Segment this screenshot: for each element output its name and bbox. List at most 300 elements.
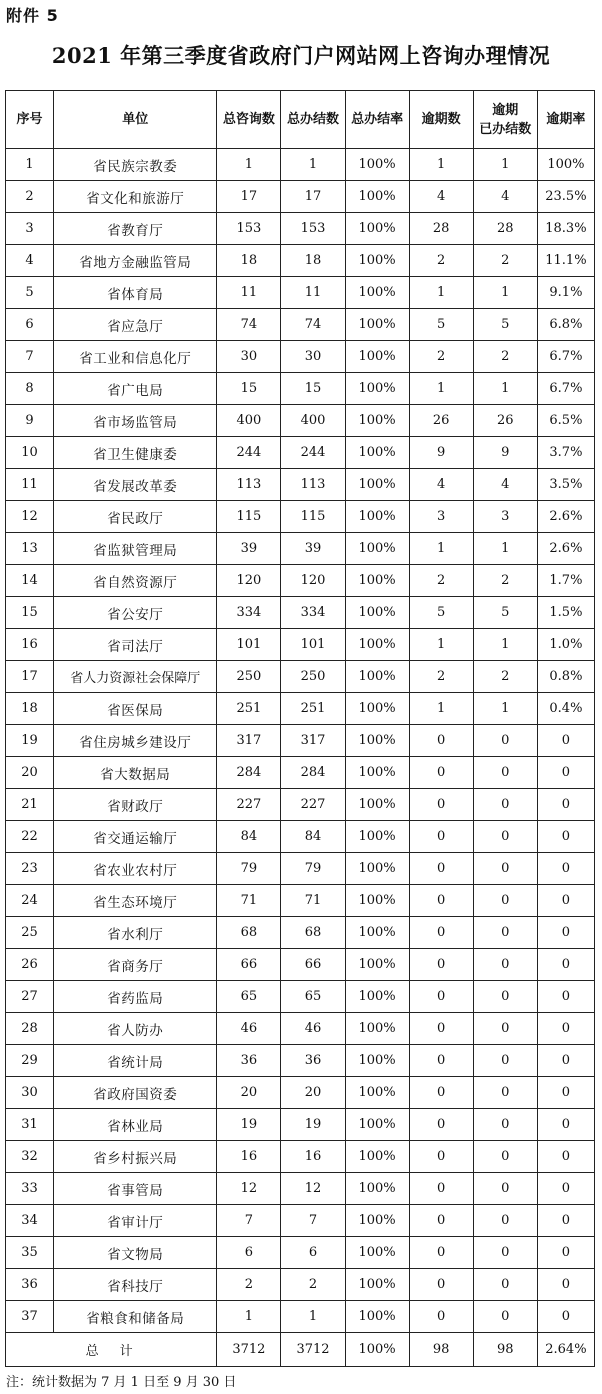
cell-completion-rate: 100% [345,309,409,341]
cell-overdue-count: 5 [409,309,473,341]
total-inquiries: 3712 [217,1333,281,1367]
cell-unit: 省财政厅 [54,789,217,821]
cell-total-completed: 39 [281,533,345,565]
cell-overdue-rate: 6.8% [537,309,594,341]
cell-total-completed: 113 [281,469,345,501]
cell-overdue-count: 0 [409,885,473,917]
cell-total-completed: 400 [281,405,345,437]
cell-completion-rate: 100% [345,1301,409,1333]
cell-overdue-count: 0 [409,1205,473,1237]
table-row [6,821,595,853]
cell-index: 14 [6,565,54,597]
cell-total-inquiries: 15 [217,373,281,405]
cell-total-completed: 17 [281,181,345,213]
cell-index: 17 [6,661,54,693]
cell-overdue-count: 4 [409,469,473,501]
cell-overdue-count: 0 [409,1045,473,1077]
cell-completion-rate: 100% [345,1013,409,1045]
cell-completion-rate: 100% [345,725,409,757]
cell-overdue-completed: 28 [473,213,537,245]
cell-overdue-count: 2 [409,565,473,597]
cell-unit: 省事管局 [54,1173,217,1205]
cell-overdue-count: 4 [409,181,473,213]
table-row [6,469,595,501]
cell-total-completed: 1 [281,1301,345,1333]
cell-unit: 省农业农村厅 [54,853,217,885]
cell-unit: 省药监局 [54,981,217,1013]
cell-total-completed: 2 [281,1269,345,1301]
table-row [6,213,595,245]
cell-index: 16 [6,629,54,661]
cell-total-completed: 65 [281,981,345,1013]
cell-unit: 省水利厅 [54,917,217,949]
cell-overdue-completed: 0 [473,1013,537,1045]
cell-unit: 省大数据局 [54,757,217,789]
cell-overdue-count: 2 [409,245,473,277]
cell-overdue-rate: 0 [537,1205,594,1237]
cell-overdue-count: 0 [409,1269,473,1301]
cell-overdue-rate: 0 [537,1013,594,1045]
total-completed: 3712 [281,1333,345,1367]
cell-total-inquiries: 244 [217,437,281,469]
cell-overdue-count: 26 [409,405,473,437]
cell-index: 12 [6,501,54,533]
cell-total-inquiries: 2 [217,1269,281,1301]
cell-overdue-rate: 11.1% [537,245,594,277]
cell-total-completed: 6 [281,1237,345,1269]
cell-unit: 省教育厅 [54,213,217,245]
cell-total-inquiries: 68 [217,917,281,949]
cell-completion-rate: 100% [345,853,409,885]
table-row [6,309,595,341]
cell-overdue-count: 0 [409,917,473,949]
cell-unit: 省公安厅 [54,597,217,629]
cell-index: 29 [6,1045,54,1077]
table-row [6,1077,595,1109]
cell-completion-rate: 100% [345,917,409,949]
cell-total-completed: 250 [281,661,345,693]
cell-total-completed: 251 [281,693,345,725]
cell-total-completed: 18 [281,245,345,277]
cell-overdue-count: 0 [409,757,473,789]
cell-total-inquiries: 120 [217,565,281,597]
cell-overdue-rate: 2.6% [537,501,594,533]
cell-overdue-rate: 3.7% [537,437,594,469]
cell-total-inquiries: 227 [217,789,281,821]
attachment-label: 附件 5 [6,6,59,25]
cell-overdue-count: 0 [409,789,473,821]
cell-total-inquiries: 39 [217,533,281,565]
cell-unit: 省政府国资委 [54,1077,217,1109]
table-row [6,1173,595,1205]
cell-unit: 省体育局 [54,277,217,309]
cell-completion-rate: 100% [345,1141,409,1173]
cell-total-inquiries: 74 [217,309,281,341]
cell-overdue-completed: 0 [473,1109,537,1141]
cell-index: 25 [6,917,54,949]
cell-unit: 省广电局 [54,373,217,405]
table-row [6,1205,595,1237]
cell-overdue-rate: 23.5% [537,181,594,213]
table-row [6,949,595,981]
cell-completion-rate: 100% [345,1045,409,1077]
cell-unit: 省卫生健康委 [54,437,217,469]
cell-overdue-completed: 0 [473,981,537,1013]
cell-overdue-rate: 0 [537,1173,594,1205]
table-row [6,277,595,309]
cell-overdue-completed: 0 [473,917,537,949]
cell-index: 36 [6,1269,54,1301]
cell-unit: 省住房城乡建设厅 [54,725,217,757]
cell-overdue-count: 0 [409,1173,473,1205]
table-row [6,629,595,661]
cell-index: 27 [6,981,54,1013]
cell-overdue-completed: 2 [473,341,537,373]
cell-overdue-completed: 0 [473,789,537,821]
cell-index: 15 [6,597,54,629]
cell-overdue-rate: 6.5% [537,405,594,437]
cell-overdue-rate: 6.7% [537,373,594,405]
cell-overdue-rate: 0 [537,853,594,885]
table-row [6,1301,595,1333]
cell-completion-rate: 100% [345,885,409,917]
cell-overdue-count: 1 [409,693,473,725]
cell-overdue-completed: 1 [473,693,537,725]
total-overdue-completed: 98 [473,1333,537,1367]
cell-overdue-rate: 0 [537,821,594,853]
cell-unit: 省发展改革委 [54,469,217,501]
cell-completion-rate: 100% [345,757,409,789]
cell-overdue-completed: 0 [473,1301,537,1333]
cell-overdue-count: 1 [409,373,473,405]
cell-total-completed: 11 [281,277,345,309]
cell-index: 13 [6,533,54,565]
cell-overdue-rate: 1.5% [537,597,594,629]
cell-overdue-completed: 1 [473,373,537,405]
cell-index: 35 [6,1237,54,1269]
cell-overdue-completed: 1 [473,277,537,309]
table-row [6,725,595,757]
cell-overdue-count: 1 [409,533,473,565]
cell-unit: 省乡村振兴局 [54,1141,217,1173]
cell-unit: 省医保局 [54,693,217,725]
cell-total-inquiries: 317 [217,725,281,757]
cell-overdue-completed: 1 [473,149,537,181]
cell-index: 7 [6,341,54,373]
cell-total-inquiries: 11 [217,277,281,309]
table-row [6,597,595,629]
cell-unit: 省人防办 [54,1013,217,1045]
cell-total-inquiries: 18 [217,245,281,277]
table-row [6,757,595,789]
table-row [6,661,595,693]
cell-index: 24 [6,885,54,917]
consultation-table [5,90,595,1367]
cell-overdue-rate: 100% [537,149,594,181]
cell-completion-rate: 100% [345,533,409,565]
cell-overdue-completed: 0 [473,757,537,789]
cell-overdue-completed: 9 [473,437,537,469]
cell-index: 32 [6,1141,54,1173]
cell-index: 28 [6,1013,54,1045]
cell-total-inquiries: 1 [217,149,281,181]
cell-index: 3 [6,213,54,245]
cell-unit: 省市场监管局 [54,405,217,437]
cell-total-inquiries: 16 [217,1141,281,1173]
cell-completion-rate: 100% [345,437,409,469]
cell-overdue-completed: 0 [473,949,537,981]
cell-overdue-completed: 4 [473,181,537,213]
cell-unit: 省司法厅 [54,629,217,661]
cell-overdue-completed: 0 [473,1141,537,1173]
cell-overdue-count: 5 [409,597,473,629]
cell-total-inquiries: 17 [217,181,281,213]
cell-overdue-count: 0 [409,1077,473,1109]
cell-completion-rate: 100% [345,789,409,821]
table-row [6,981,595,1013]
cell-overdue-rate: 3.5% [537,469,594,501]
cell-total-completed: 115 [281,501,345,533]
cell-total-inquiries: 115 [217,501,281,533]
cell-overdue-count: 0 [409,853,473,885]
cell-completion-rate: 100% [345,501,409,533]
total-overdue-rate: 2.64% [537,1333,594,1367]
cell-overdue-completed: 1 [473,629,537,661]
cell-total-inquiries: 153 [217,213,281,245]
cell-index: 1 [6,149,54,181]
table-row [6,245,595,277]
cell-overdue-rate: 0.4% [537,693,594,725]
total-completion-rate: 100% [345,1333,409,1367]
total-overdue-count: 98 [409,1333,473,1367]
table-row [6,149,595,181]
cell-unit: 省应急厅 [54,309,217,341]
table-row [6,853,595,885]
cell-overdue-count: 28 [409,213,473,245]
cell-completion-rate: 100% [345,661,409,693]
cell-overdue-count: 3 [409,501,473,533]
cell-completion-rate: 100% [345,1237,409,1269]
cell-overdue-completed: 5 [473,597,537,629]
cell-unit: 省工业和信息化厅 [54,341,217,373]
table-total-row [6,1333,595,1367]
cell-total-inquiries: 84 [217,821,281,853]
cell-overdue-rate: 18.3% [537,213,594,245]
cell-overdue-completed: 3 [473,501,537,533]
table-row [6,341,595,373]
cell-unit: 省粮食和储备局 [54,1301,217,1333]
cell-total-inquiries: 250 [217,661,281,693]
cell-overdue-rate: 1.7% [537,565,594,597]
cell-completion-rate: 100% [345,373,409,405]
table-row [6,789,595,821]
table-row [6,917,595,949]
cell-overdue-completed: 2 [473,661,537,693]
cell-total-completed: 284 [281,757,345,789]
cell-index: 10 [6,437,54,469]
cell-unit: 省监狱管理局 [54,533,217,565]
cell-overdue-count: 9 [409,437,473,469]
table-row [6,533,595,565]
cell-completion-rate: 100% [345,693,409,725]
cell-total-inquiries: 30 [217,341,281,373]
cell-total-completed: 74 [281,309,345,341]
cell-unit: 省生态环境厅 [54,885,217,917]
cell-overdue-rate: 0 [537,789,594,821]
cell-total-inquiries: 251 [217,693,281,725]
cell-unit: 省文物局 [54,1237,217,1269]
cell-unit: 省统计局 [54,1045,217,1077]
header-overdue-count: 逾期数 [409,91,473,149]
cell-total-completed: 120 [281,565,345,597]
cell-completion-rate: 100% [345,1109,409,1141]
cell-total-inquiries: 12 [217,1173,281,1205]
cell-total-completed: 79 [281,853,345,885]
cell-unit: 省自然资源厅 [54,565,217,597]
cell-index: 11 [6,469,54,501]
header-unit: 单位 [54,91,217,149]
table-row [6,1269,595,1301]
cell-overdue-rate: 0 [537,917,594,949]
header-total-inquiries: 总咨询数 [217,91,281,149]
cell-overdue-completed: 2 [473,565,537,597]
table-row [6,373,595,405]
cell-total-completed: 227 [281,789,345,821]
cell-completion-rate: 100% [345,149,409,181]
total-label: 总 计 [6,1333,217,1367]
cell-overdue-rate: 9.1% [537,277,594,309]
cell-overdue-rate: 0 [537,757,594,789]
cell-overdue-completed: 1 [473,533,537,565]
cell-total-completed: 317 [281,725,345,757]
cell-total-inquiries: 66 [217,949,281,981]
header-total-completed: 总办结数 [281,91,345,149]
table-row [6,1141,595,1173]
cell-index: 9 [6,405,54,437]
cell-total-completed: 12 [281,1173,345,1205]
cell-overdue-completed: 0 [473,725,537,757]
table-row [6,693,595,725]
cell-overdue-rate: 0.8% [537,661,594,693]
table-row [6,885,595,917]
cell-total-completed: 19 [281,1109,345,1141]
cell-total-completed: 30 [281,341,345,373]
table-row [6,1237,595,1269]
header-overdue-completed: 逾期 已办结数 [473,91,537,149]
cell-index: 31 [6,1109,54,1141]
table-row [6,405,595,437]
cell-index: 20 [6,757,54,789]
cell-total-inquiries: 36 [217,1045,281,1077]
table-row [6,565,595,597]
cell-overdue-completed: 0 [473,1237,537,1269]
cell-total-inquiries: 20 [217,1077,281,1109]
cell-overdue-rate: 0 [537,981,594,1013]
cell-total-inquiries: 46 [217,1013,281,1045]
cell-overdue-count: 1 [409,149,473,181]
cell-index: 33 [6,1173,54,1205]
cell-unit: 省审计厅 [54,1205,217,1237]
cell-unit: 省民族宗教委 [54,149,217,181]
cell-overdue-completed: 5 [473,309,537,341]
cell-total-completed: 16 [281,1141,345,1173]
cell-completion-rate: 100% [345,597,409,629]
table-row [6,437,595,469]
cell-unit: 省交通运输厅 [54,821,217,853]
cell-index: 4 [6,245,54,277]
cell-total-inquiries: 71 [217,885,281,917]
cell-overdue-rate: 0 [537,949,594,981]
cell-overdue-rate: 0 [537,1269,594,1301]
cell-overdue-count: 0 [409,1237,473,1269]
cell-index: 26 [6,949,54,981]
cell-total-completed: 15 [281,373,345,405]
cell-total-completed: 84 [281,821,345,853]
cell-total-completed: 36 [281,1045,345,1077]
cell-completion-rate: 100% [345,981,409,1013]
cell-completion-rate: 100% [345,821,409,853]
cell-completion-rate: 100% [345,405,409,437]
cell-completion-rate: 100% [345,181,409,213]
cell-overdue-completed: 0 [473,1173,537,1205]
cell-overdue-rate: 0 [537,1077,594,1109]
cell-completion-rate: 100% [345,245,409,277]
cell-overdue-completed: 0 [473,885,537,917]
cell-total-completed: 244 [281,437,345,469]
table-row [6,181,595,213]
table-row [6,501,595,533]
cell-unit: 省商务厅 [54,949,217,981]
cell-unit: 省人力资源社会保障厅 [54,661,217,693]
cell-overdue-rate: 0 [537,725,594,757]
cell-index: 21 [6,789,54,821]
cell-overdue-completed: 0 [473,821,537,853]
cell-index: 18 [6,693,54,725]
cell-index: 5 [6,277,54,309]
cell-completion-rate: 100% [345,469,409,501]
cell-overdue-completed: 0 [473,1077,537,1109]
cell-total-inquiries: 65 [217,981,281,1013]
cell-overdue-count: 0 [409,1013,473,1045]
cell-overdue-rate: 6.7% [537,341,594,373]
cell-total-inquiries: 400 [217,405,281,437]
cell-overdue-count: 0 [409,1141,473,1173]
table-row [6,1109,595,1141]
cell-total-inquiries: 19 [217,1109,281,1141]
footnote: 注：统计数据为 7 月 1 日至 9 月 30 日 [6,1375,237,1390]
cell-total-inquiries: 113 [217,469,281,501]
cell-index: 22 [6,821,54,853]
cell-overdue-completed: 0 [473,1205,537,1237]
cell-completion-rate: 100% [345,1173,409,1205]
cell-completion-rate: 100% [345,1077,409,1109]
cell-index: 23 [6,853,54,885]
cell-overdue-completed: 0 [473,853,537,885]
cell-unit: 省科技厅 [54,1269,217,1301]
cell-total-inquiries: 6 [217,1237,281,1269]
cell-unit: 省地方金融监管局 [54,245,217,277]
cell-completion-rate: 100% [345,213,409,245]
cell-total-inquiries: 284 [217,757,281,789]
cell-overdue-count: 1 [409,629,473,661]
cell-overdue-rate: 0 [537,1301,594,1333]
cell-overdue-rate: 0 [537,1045,594,1077]
cell-unit: 省文化和旅游厅 [54,181,217,213]
cell-total-completed: 46 [281,1013,345,1045]
cell-index: 30 [6,1077,54,1109]
cell-overdue-completed: 0 [473,1269,537,1301]
cell-total-completed: 66 [281,949,345,981]
